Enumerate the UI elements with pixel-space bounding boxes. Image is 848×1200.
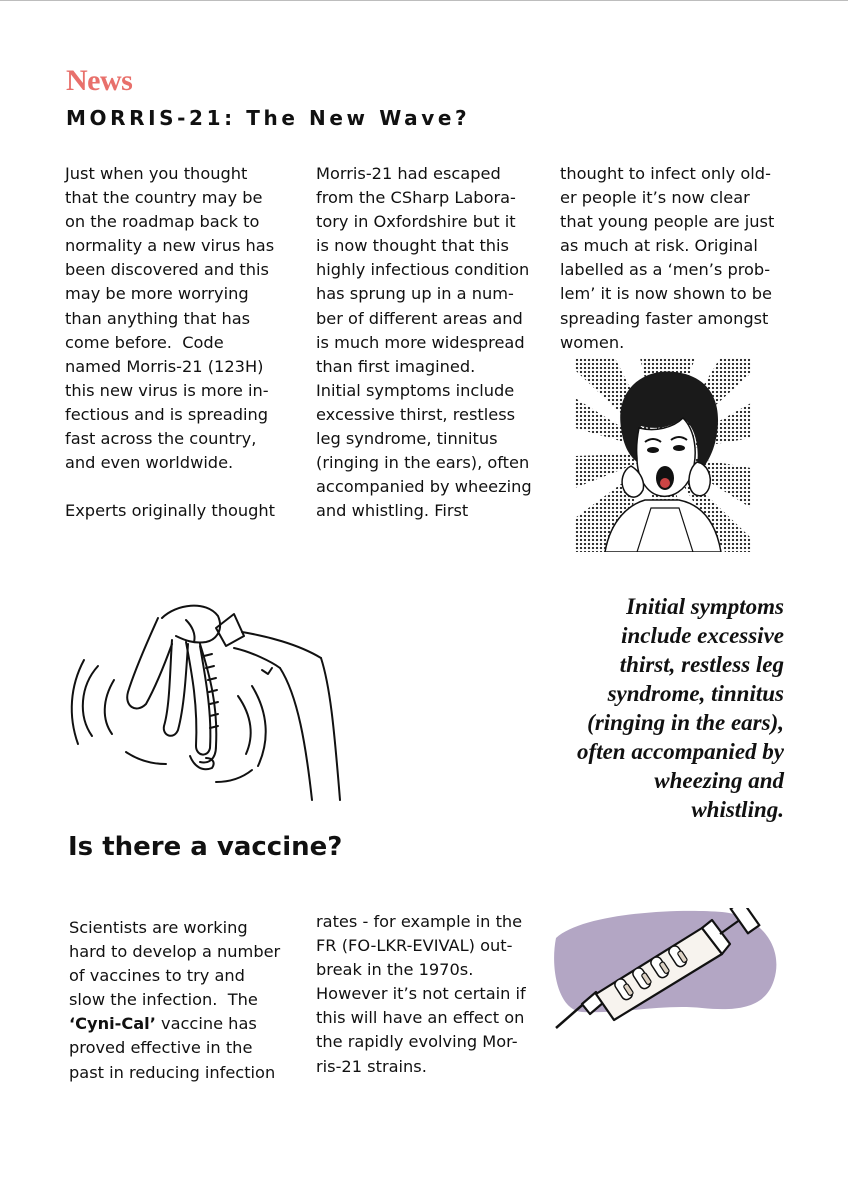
text-line: that the country may be — [65, 188, 263, 208]
text-line: and whistling. First — [316, 501, 469, 521]
text-line: ber of different areas and — [316, 308, 523, 328]
text-line: leg syndrome, tinnitus — [316, 429, 498, 449]
text-line: excessive thirst, restless — [316, 404, 516, 424]
text-line: thought to infect only old- — [560, 164, 771, 183]
text-line: is now thought that this — [316, 236, 509, 256]
text-line: of vaccines to try and — [69, 966, 245, 986]
text-line: However it’s not certain if — [316, 984, 526, 1004]
text-line: er people it’s now clear — [560, 188, 750, 208]
vaccine-column-1 — [69, 916, 280, 1085]
text-line: labelled as a ‘men’s prob- — [560, 260, 771, 280]
pull-quote-line: wheezing and — [654, 768, 784, 793]
text-line: (ringing in the ears), often — [316, 453, 530, 473]
pull-quote-line: thirst, restless leg — [619, 652, 784, 677]
text-line — [65, 475, 275, 499]
text-line: from the CSharp Labora- — [316, 188, 516, 208]
text-line: that young people are just — [560, 212, 775, 232]
text-line: past in reducing infection — [69, 1062, 276, 1082]
text-line: has sprung up in a num- — [316, 284, 514, 304]
text-line: Scientists are working — [69, 918, 248, 937]
text-line: fast across the country, — [65, 429, 257, 449]
text-line: Morris-21 had escaped — [316, 164, 501, 183]
text-line: spreading faster amongst — [560, 308, 769, 328]
text-line: women. — [560, 332, 625, 352]
text-line: Experts originally thought — [65, 501, 276, 521]
pull-quote-line: include excessive — [621, 623, 784, 648]
screaming-woman-illustration — [575, 358, 751, 552]
section-label: News — [66, 64, 133, 97]
pull-quote — [514, 592, 784, 824]
text-line: come before. Code — [65, 332, 224, 352]
text-line: hard to develop a number — [69, 942, 281, 962]
article-headline: MORRIS-21: The New Wave? — [66, 106, 471, 130]
text-line: accompanied by wheezing — [316, 477, 532, 497]
text-line: proved effective in the — [69, 1038, 253, 1058]
text-line: FR (FO-LKR-EVIVAL) out- — [316, 936, 513, 956]
text-line: tory in Oxfordshire but it — [316, 212, 516, 232]
text-line: on the roadmap back to — [65, 212, 260, 232]
syringe-illustration — [552, 908, 782, 1032]
pull-quote-line: Initial symptoms — [626, 594, 784, 619]
vaccine-heading: Is there a vaccine? — [68, 832, 343, 862]
text-line: highly infectious condition — [316, 260, 530, 280]
text-line: the rapidly evolving Mor- — [316, 1032, 518, 1052]
top-rule — [0, 0, 848, 1]
text-line: Initial symptoms include — [316, 380, 515, 400]
text-line: as much at risk. Original — [560, 236, 758, 256]
text-line: is much more widespread — [316, 332, 525, 352]
article-column-2 — [316, 162, 532, 523]
pull-quote-line: often accompanied by — [577, 739, 784, 764]
pull-quote-line: whistling. — [691, 797, 784, 822]
pull-quote-line: syndrome, tinnitus — [607, 681, 784, 706]
text-line: fectious and is spreading — [65, 404, 269, 424]
text-line: ris-21 strains. — [316, 1056, 427, 1076]
article-column-1 — [65, 162, 275, 523]
text-line: named Morris-21 (123H) — [65, 356, 264, 376]
text-line: slow the infection. The — [69, 990, 258, 1010]
text-line: this will have an effect on — [316, 1008, 525, 1028]
text-line: normality a new virus has — [65, 236, 275, 256]
text-line: lem’ it is now shown to be — [560, 284, 773, 304]
text-line: may be more worrying — [65, 284, 249, 304]
text-line: than first imagined. — [316, 356, 476, 376]
text-line: rates - for example in the — [316, 912, 523, 931]
pull-quote-line: (ringing in the ears), — [587, 710, 784, 735]
text-line: than anything that has — [65, 308, 251, 328]
article-column-3 — [560, 162, 774, 355]
hand-holding-socks-illustration — [66, 596, 356, 808]
text-line: and even worldwide. — [65, 453, 234, 473]
text-line: ‘Cyni-Cal’ vaccine has — [69, 1014, 257, 1034]
text-line: break in the 1970s. — [316, 960, 474, 980]
vaccine-column-2 — [316, 910, 526, 1079]
text-line: been discovered and this — [65, 260, 269, 280]
vaccine-name: ‘Cyni-Cal’ — [69, 1014, 156, 1034]
text-line: Just when you thought — [65, 164, 248, 183]
text-line: this new virus is more in- — [65, 380, 269, 400]
